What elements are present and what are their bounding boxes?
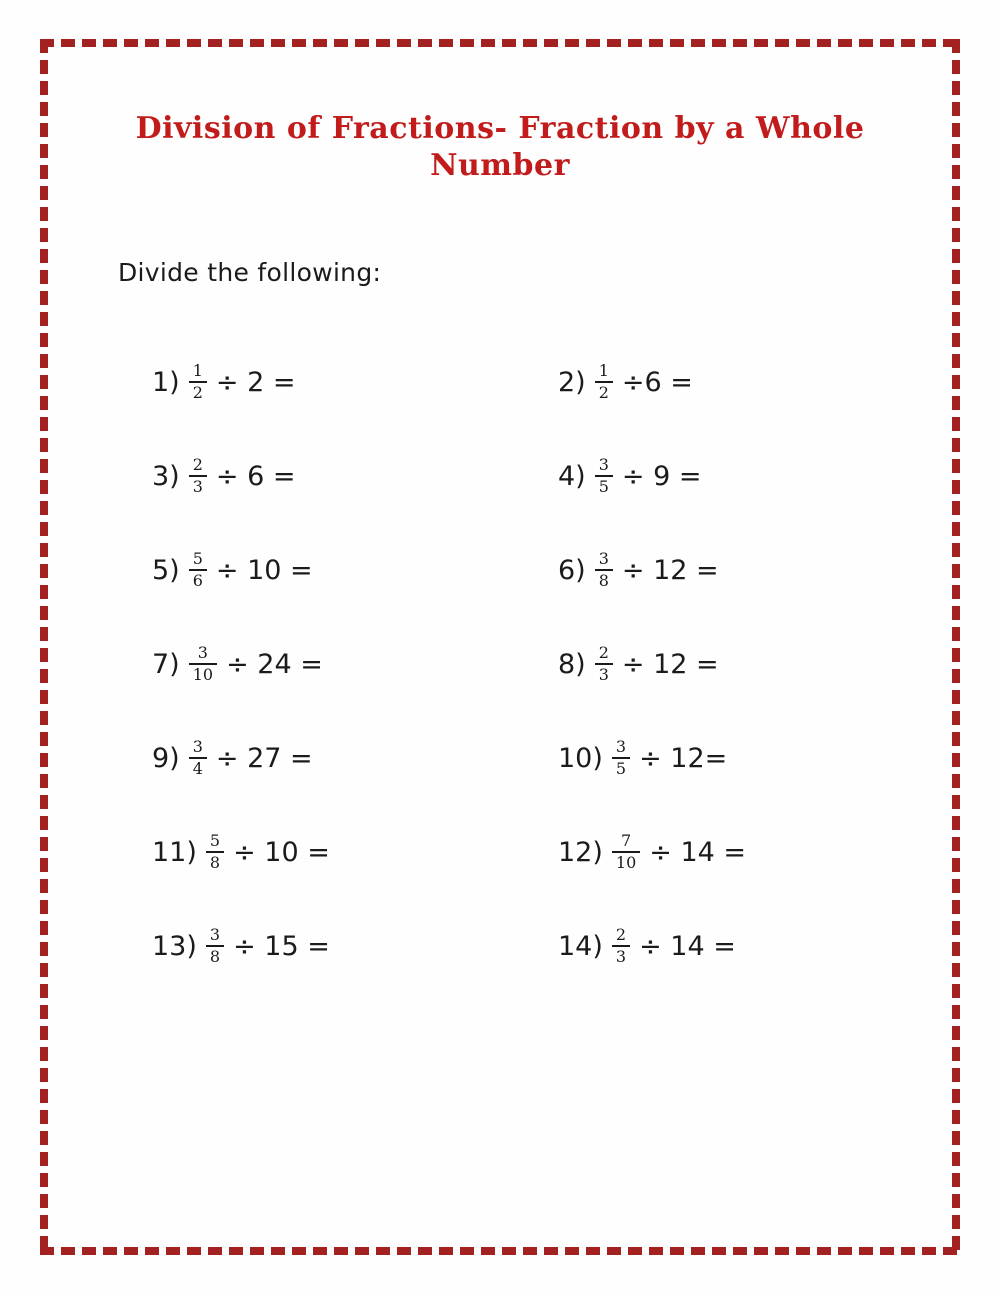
problem-number: 1)	[152, 366, 180, 398]
title-line-1: Division of Fractions- Fraction by a Whole	[135, 111, 865, 146]
fraction-denominator: 4	[192, 759, 203, 778]
problem-10	[558, 711, 958, 805]
fraction-denominator: 2	[192, 383, 203, 402]
fraction	[595, 550, 613, 589]
fraction	[595, 644, 613, 683]
problem-number: 9)	[152, 742, 180, 774]
fraction-numerator: 1	[595, 362, 613, 383]
problem-number: 4)	[558, 460, 586, 492]
fraction-numerator: 3	[206, 926, 224, 947]
fraction-denominator: 10	[615, 853, 637, 872]
division-expression: ÷ 14 =	[649, 836, 747, 868]
fraction-denominator: 8	[209, 947, 221, 966]
problem-number: 13)	[152, 930, 197, 962]
problem-13	[152, 899, 558, 993]
fraction	[612, 926, 630, 965]
division-expression: ÷ 14 =	[639, 930, 736, 962]
problem-7	[152, 617, 558, 711]
fraction-denominator: 6	[192, 571, 203, 590]
problem-6	[558, 523, 958, 617]
division-expression: ÷ 10 =	[233, 836, 330, 868]
fraction	[612, 832, 640, 871]
fraction	[206, 926, 224, 965]
problem-1	[152, 335, 558, 429]
title-line-2: Number	[430, 148, 570, 183]
problem-number: 6)	[558, 554, 586, 586]
fraction-numerator: 3	[595, 550, 613, 571]
border-edge-left	[40, 39, 48, 1255]
problem-number: 7)	[152, 648, 180, 680]
fraction-denominator: 10	[192, 665, 214, 684]
problem-number: 8)	[558, 648, 586, 680]
fraction-numerator: 2	[595, 644, 613, 665]
fraction-numerator: 2	[612, 926, 630, 947]
fraction-numerator: 3	[595, 456, 613, 477]
division-expression: ÷ 12=	[639, 742, 728, 774]
fraction	[206, 832, 224, 871]
problem-11	[152, 805, 558, 899]
division-expression: ÷ 15 =	[233, 930, 330, 962]
division-expression: ÷ 6 =	[215, 460, 296, 492]
division-expression: ÷ 9 =	[621, 460, 702, 492]
division-expression: ÷ 27 =	[215, 742, 313, 774]
division-expression: ÷ 12 =	[621, 648, 719, 680]
problem-4	[558, 429, 958, 523]
division-expression: ÷ 10 =	[215, 554, 313, 586]
problem-number: 14)	[558, 930, 603, 962]
problem-9	[152, 711, 558, 805]
problem-3	[152, 429, 558, 523]
fraction-numerator: 3	[612, 738, 630, 759]
fraction	[189, 456, 207, 495]
problem-5	[152, 523, 558, 617]
fraction-numerator: 1	[189, 362, 207, 383]
fraction-denominator: 8	[598, 571, 609, 590]
problem-2	[558, 335, 958, 429]
problem-number: 10)	[558, 742, 603, 774]
fraction	[595, 456, 613, 495]
fraction	[189, 644, 217, 683]
problem-number: 11)	[152, 836, 197, 868]
problem-number: 5)	[152, 554, 180, 586]
problem-number: 3)	[152, 460, 180, 492]
fraction-denominator: 2	[598, 383, 609, 402]
division-expression: ÷6 =	[621, 366, 693, 398]
problem-number: 12)	[558, 836, 603, 868]
problem-12	[558, 805, 958, 899]
fraction	[189, 362, 207, 401]
fraction-numerator: 3	[189, 644, 217, 665]
fraction-denominator: 3	[615, 947, 627, 966]
fraction	[612, 738, 630, 777]
problem-number: 2)	[558, 366, 586, 398]
fraction-numerator: 7	[612, 832, 640, 853]
problem-8	[558, 617, 958, 711]
fraction-denominator: 3	[598, 665, 609, 684]
fraction-denominator: 3	[192, 477, 203, 496]
fraction-denominator: 5	[598, 477, 609, 496]
fraction-denominator: 8	[209, 853, 221, 872]
division-expression: ÷ 2 =	[215, 366, 296, 398]
fraction-numerator: 2	[189, 456, 207, 477]
fraction	[595, 362, 613, 401]
worksheet-title	[60, 110, 940, 184]
fraction-numerator: 5	[206, 832, 224, 853]
problem-14	[558, 899, 958, 993]
border-edge-top	[40, 39, 960, 47]
fraction-denominator: 5	[615, 759, 627, 778]
division-expression: ÷ 12 =	[621, 554, 719, 586]
division-expression: ÷ 24 =	[226, 648, 323, 680]
fraction-numerator: 5	[189, 550, 207, 571]
fraction-numerator: 3	[189, 738, 207, 759]
border-edge-bottom	[40, 1247, 960, 1255]
fraction	[189, 738, 207, 777]
problems-grid	[152, 335, 958, 993]
instructions-text: Divide the following:	[118, 258, 382, 287]
fraction	[189, 550, 207, 589]
